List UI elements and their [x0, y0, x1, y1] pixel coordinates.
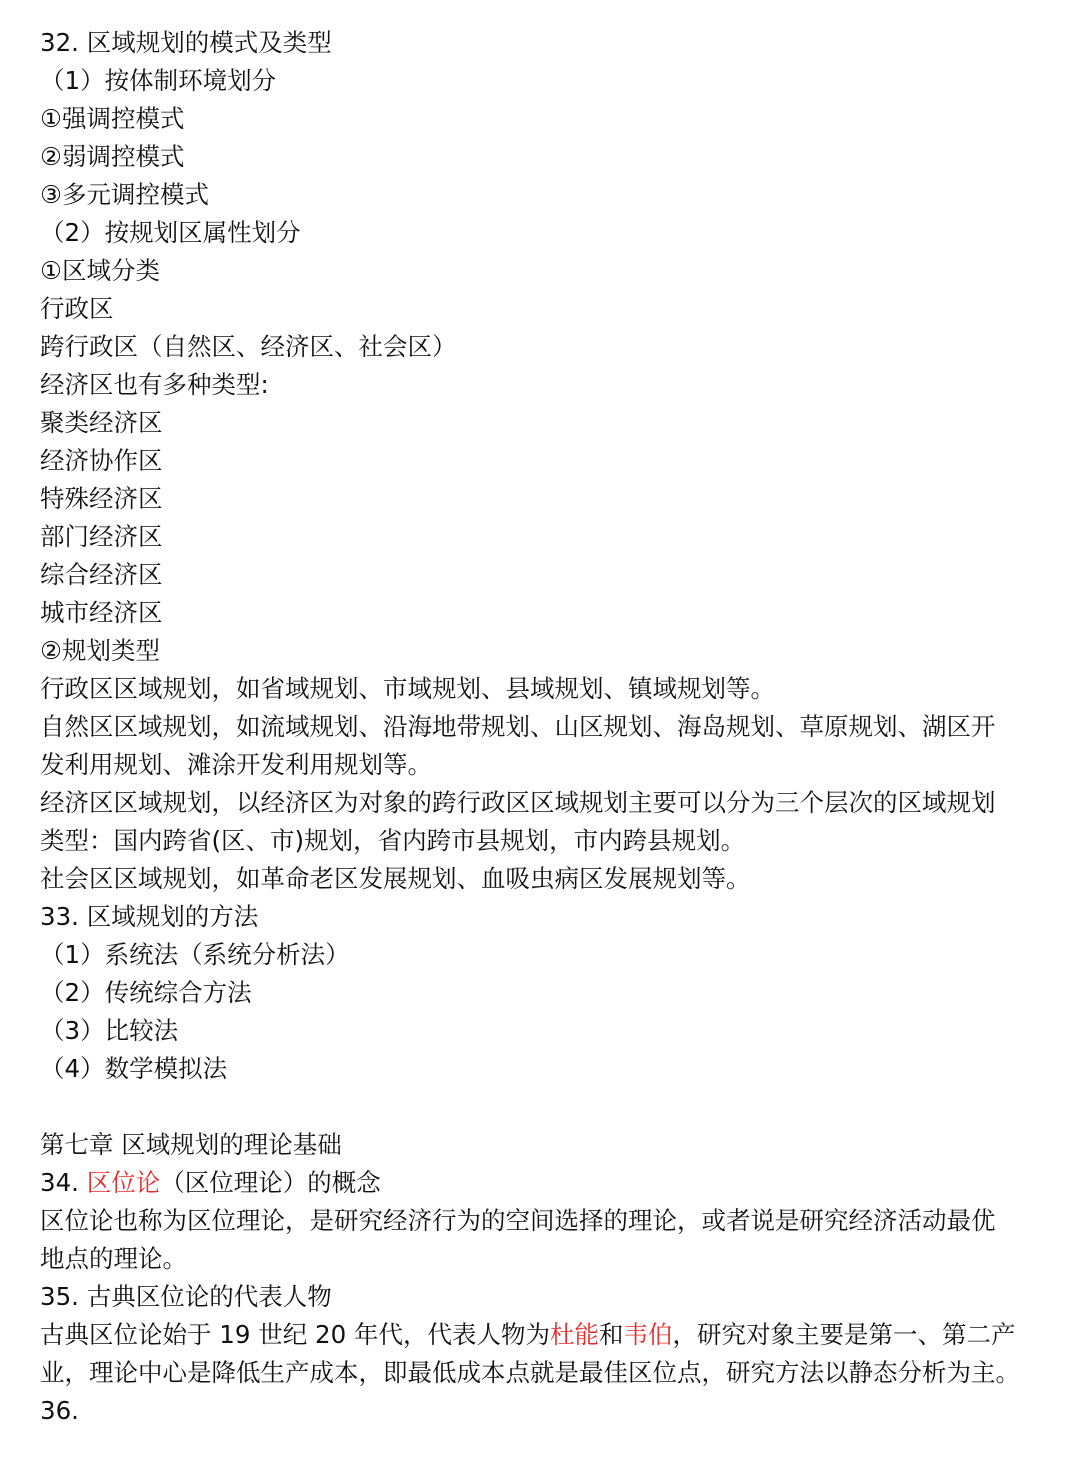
text-line: 城市经济区 — [40, 598, 163, 627]
text-line: ①强调控模式 — [40, 104, 185, 133]
text-line: 综合经济区 — [40, 560, 163, 589]
chapter-heading: 第七章 区域规划的理论基础 — [40, 1130, 342, 1159]
text-line: 行政区 — [40, 294, 114, 323]
text-line: （2）传统综合方法 — [40, 978, 252, 1007]
document-body — [40, 24, 1050, 1430]
text-line: 36. — [40, 1396, 79, 1425]
text-line: 类型：国内跨省(区、市)规划，省内跨市县规划，市内跨县规划。 — [40, 826, 746, 855]
text-line-34 — [40, 1164, 1050, 1202]
blank-line — [40, 1088, 1050, 1126]
text-line: 地点的理论。 — [40, 1244, 187, 1273]
text-line: 发利用规划、滩涂开发利用规划等。 — [40, 750, 432, 779]
text-line: 跨行政区（自然区、经济区、社会区） — [40, 332, 457, 361]
text-line: ②规划类型 — [40, 636, 160, 665]
line-34-suffix: （区位理论）的概念 — [160, 1168, 381, 1197]
text-line: （4）数学模拟法 — [40, 1054, 228, 1083]
line-34-prefix: 34. — [40, 1168, 87, 1197]
text-line: ①区域分类 — [40, 256, 160, 285]
text-line: 社会区区域规划，如革命老区发展规划、血吸虫病区发展规划等。 — [40, 864, 751, 893]
text-line: 区位论也称为区位理论，是研究经济行为的空间选择的理论，或者说是研究经济活动最优 — [40, 1206, 996, 1235]
text-line: 33. 区域规划的方法 — [40, 902, 259, 931]
text-line: 经济区也有多种类型: — [40, 370, 269, 399]
text-line: （1）按体制环境划分 — [40, 66, 277, 95]
text-line: 部门经济区 — [40, 522, 163, 551]
highlight-term: 区位论 — [86, 1168, 161, 1197]
text-line: （1）系统法（系统分析法） — [40, 940, 350, 969]
text-line: 聚类经济区 — [40, 408, 163, 437]
highlight-name-1: 杜能 — [550, 1320, 600, 1349]
line-35-mid: 和 — [599, 1320, 624, 1349]
text-line: 特殊经济区 — [40, 484, 163, 513]
text-line: 行政区区域规划，如省域规划、市域规划、县域规划、镇域规划等。 — [40, 674, 775, 703]
text-line: 业，理论中心是降低生产成本，即最低成本点就是最佳区位点，研究方法以静态分析为主。 — [40, 1358, 1020, 1387]
text-line-35 — [40, 1316, 1050, 1354]
line-35-prefix: 古典区位论始于 19 世纪 20 年代，代表人物为 — [40, 1320, 551, 1349]
text-line: 经济区区域规划，以经济区为对象的跨行政区区域规划主要可以分为三个层次的区域规划 — [40, 788, 996, 817]
text-line: 经济协作区 — [40, 446, 163, 475]
highlight-name-2: 韦伯 — [623, 1320, 673, 1349]
text-line: （3）比较法 — [40, 1016, 179, 1045]
text-line: 自然区区域规划，如流域规划、沿海地带规划、山区规划、海岛规划、草原规划、湖区开 — [40, 712, 996, 741]
line-35-suffix: ，研究对象主要是第一、第二产 — [672, 1320, 1016, 1349]
text-line: ②弱调控模式 — [40, 142, 185, 171]
text-line: （2）按规划区属性划分 — [40, 218, 301, 247]
text-line: ③多元调控模式 — [40, 180, 209, 209]
text-line: 35. 古典区位论的代表人物 — [40, 1282, 332, 1311]
text-line: 32. 区域规划的模式及类型 — [40, 28, 332, 57]
